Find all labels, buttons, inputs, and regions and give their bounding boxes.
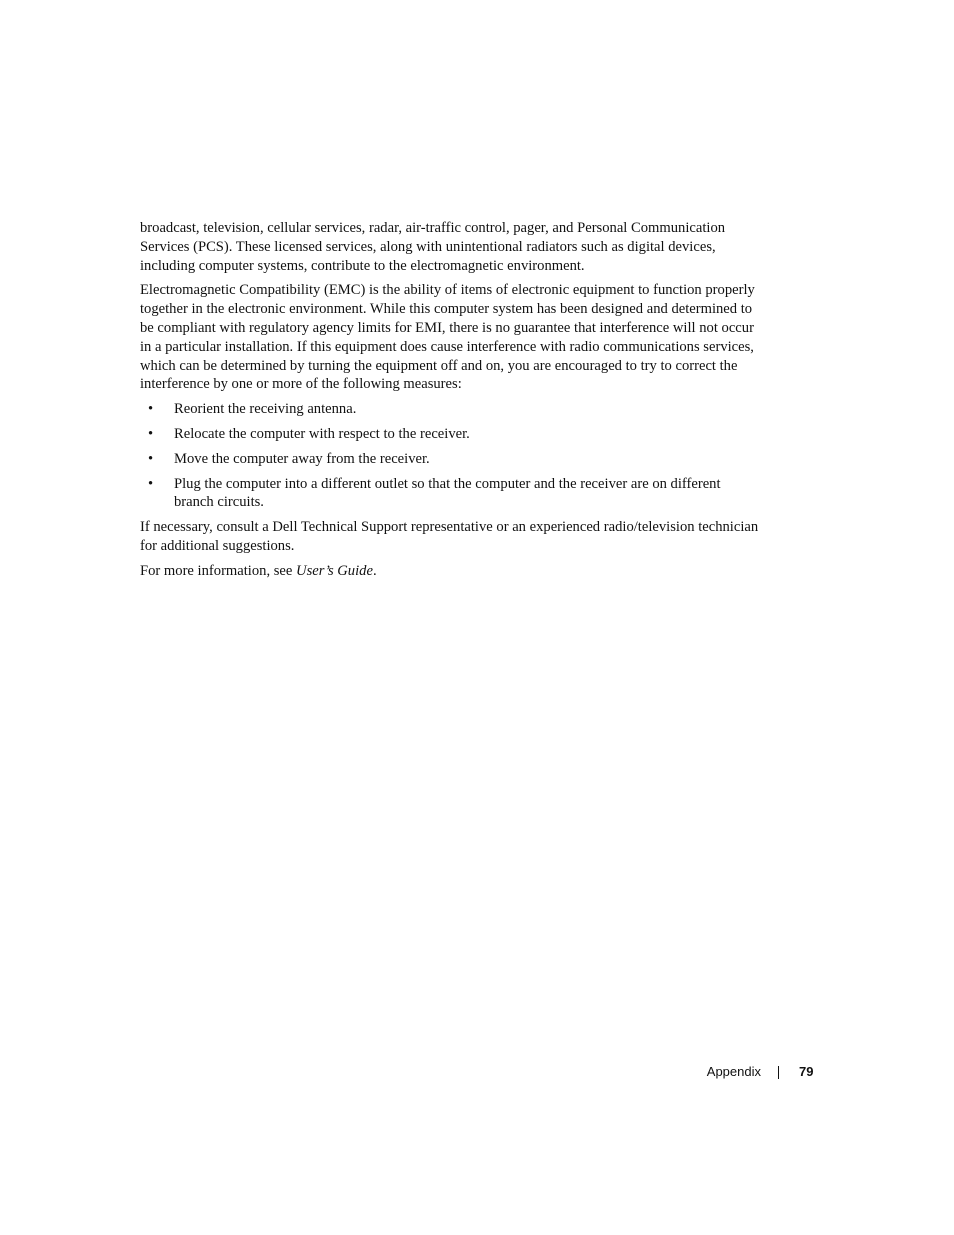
list-item bbox=[140, 400, 760, 419]
list-item-text: Move the computer away from the receiver. bbox=[174, 450, 430, 467]
list-item-text: Reorient the receiving antenna. bbox=[174, 401, 357, 418]
bullet-icon: • bbox=[148, 450, 154, 467]
more-info-suffix: . bbox=[372, 562, 377, 579]
consult-paragraph: If necessary, consult a Dell Technical Support representative or an experienced radio/television technician for additional suggestions. bbox=[140, 519, 759, 554]
users-guide-title: User’s Guide bbox=[296, 562, 373, 579]
list-item bbox=[140, 475, 760, 513]
footer-section-label: Appendix bbox=[706, 1064, 761, 1079]
measures-list bbox=[140, 400, 760, 512]
footer-divider bbox=[778, 1066, 779, 1079]
bullet-icon: • bbox=[148, 475, 154, 492]
more-info-paragraph bbox=[140, 562, 760, 581]
list-item-text: Plug the computer into a different outlet so that the computer and the receiver are on different branch circuits. bbox=[174, 475, 721, 511]
page-content bbox=[140, 219, 760, 587]
more-info-prefix: For more information, see bbox=[140, 562, 297, 579]
list-item bbox=[140, 425, 760, 444]
page-footer bbox=[0, 1063, 954, 1083]
intro-paragraph: broadcast, television, cellular services, radar, air-traffic control, pager, and Personal Communication Services (PCS). These licensed services, along with unintentional radiators such as digital devices, including computer systems, contribute to the electromagnetic environment. bbox=[140, 220, 726, 274]
list-item bbox=[140, 450, 760, 469]
bullet-icon: • bbox=[148, 401, 154, 418]
list-item-text: Relocate the computer with respect to the receiver. bbox=[174, 425, 470, 442]
page-number: 79 bbox=[799, 1064, 814, 1079]
bullet-icon: • bbox=[148, 425, 154, 442]
emc-paragraph: Electromagnetic Compatibility (EMC) is the ability of items of electronic equipment to function properly together in the electronic environment. While this computer system has been designed and determined to be compliant with regulatory agency limits for EMI, there is no guarantee that interference will not occur in a particular installation. If this equipment does cause interference with radio communications services, which can be determined by turning the equipment off and on, you are encouraged to try to correct the interference by one or more of the following measures: bbox=[140, 282, 755, 393]
